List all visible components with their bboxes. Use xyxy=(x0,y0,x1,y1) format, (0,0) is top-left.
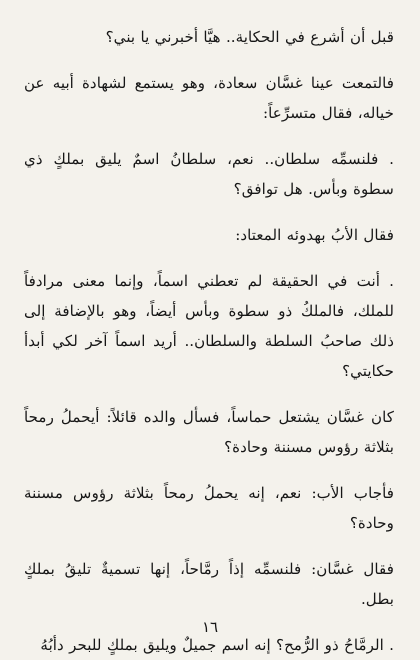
paragraph-8: فقال غسَّان: فلنسمِّه إذاً رمَّاحاً، إنها تسميةٌ تليقُ بملكٍ بطل. xyxy=(24,560,394,608)
paragraph-5: . أنت في الحقيقة لم تعطني اسماً، وإنما معنى مرادفاً للملك، فالملكُ ذو سطوة وبأس أيضاً، وهو بالإضافة إلى ذلك صاحبُ السلطة والسلطان.. أريد اسماً آخر لكي أبدأ حكايتي؟ xyxy=(24,272,394,380)
paragraph-7: فأجاب الأب: نعم، إنه يحملُ رمحاً بثلاثة رؤوس مسننة وحادة؟ xyxy=(24,484,394,532)
paragraph-6: كان غسَّان يشتعل حماساً، فسأل والده قائلاً: أيحملُ رمحاً بثلاثة رؤوس مسننة وحادة؟ xyxy=(24,408,394,456)
paragraph-9: . الرمَّاحُ ذو الرُّمح؟ إنه اسم جميلٌ ويليق بملكٍ للبحر دأبُهُ xyxy=(40,636,394,654)
paragraph-3: . فلنسمِّه سلطان.. نعم، سلطانُ اسمٌ يليق بملكٍ ذي سطوة وبأس. هل توافق؟ xyxy=(24,150,394,198)
paragraph-2: فالتمعت عينا غسَّان سعادة، وهو يستمع لشهادة أبيه عن خياله، فقال متسرِّعاً: xyxy=(24,74,394,122)
page-number: ١٦ xyxy=(201,618,219,636)
paragraph-1: قبل أن أشرع في الحكاية.. هيَّا أخبرني يا بني؟ xyxy=(105,28,394,46)
paragraph-4: فقال الأبُ بهدوئه المعتاد: xyxy=(235,226,394,244)
